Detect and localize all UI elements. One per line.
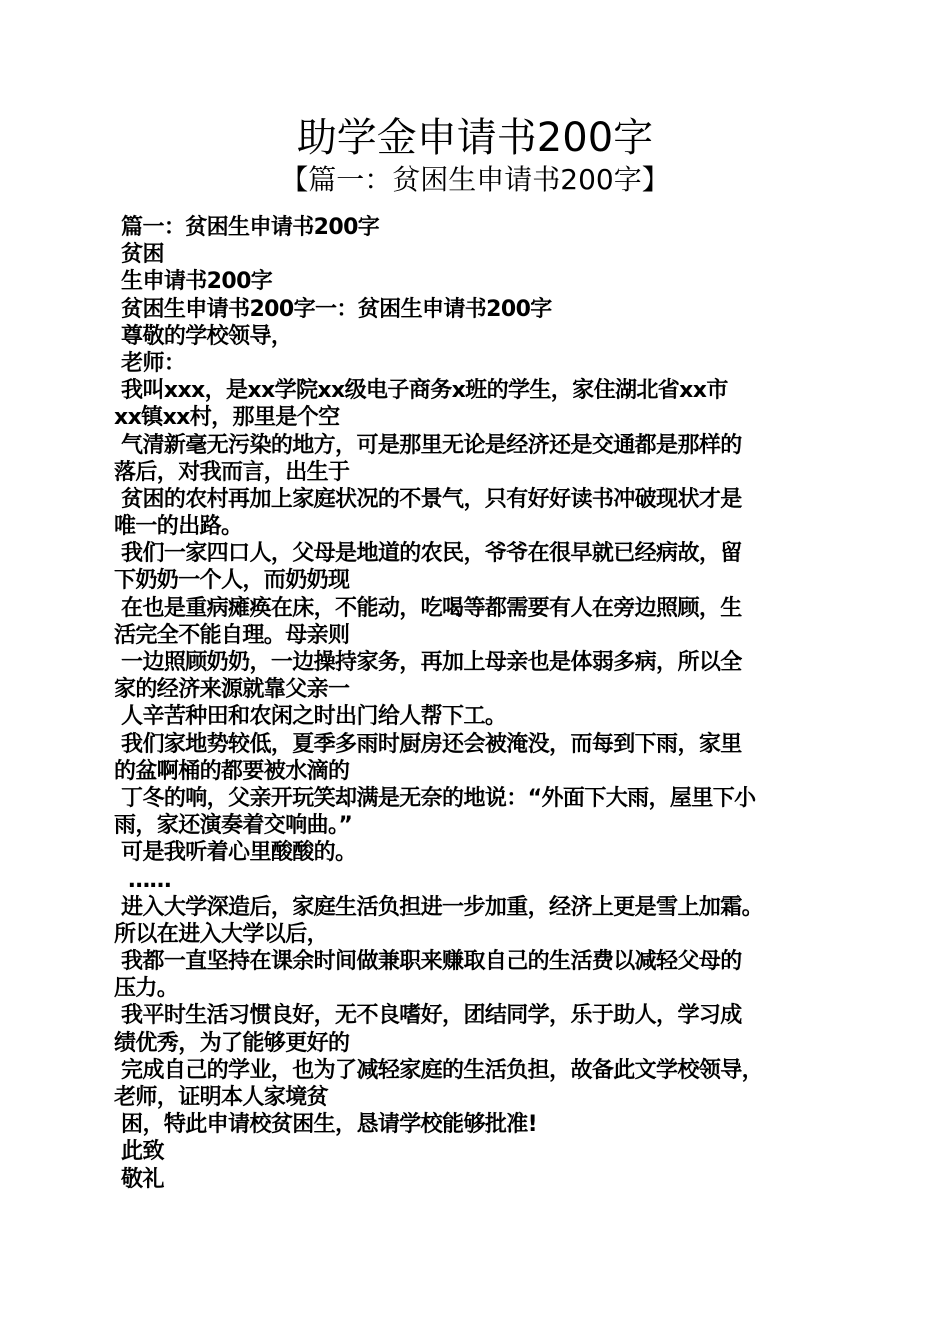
- body-line: 所以在进入大学以后，: [114, 921, 329, 947]
- body-line: xx镇xx村，那里是个空: [114, 405, 340, 431]
- body-line: 一边照顾奶奶，一边操持家务，再加上母亲也是体弱多病，所以全: [114, 650, 742, 675]
- body-line: 尊敬的学校领导，: [114, 323, 293, 349]
- body-line: 落后，对我而言，出生于: [114, 459, 350, 485]
- body-line: 生申请书200字: [114, 269, 273, 295]
- document-body: [114, 214, 832, 1193]
- body-line: 可是我听着心里酸酸的。: [114, 840, 357, 866]
- body-line: 雨，家还演奏着交响曲。”: [114, 813, 353, 839]
- body-line: 此致: [114, 1139, 164, 1165]
- body-line: 在也是重病瘫痪在床，不能动，吃喝等都需要有人在旁边照顾，生: [114, 595, 742, 621]
- body-line: 老师：: [114, 350, 186, 376]
- body-line: 我都一直坚持在课余时间做兼职来赚取自己的生活费以减轻父母的: [114, 949, 742, 975]
- body-line: 绩优秀，为了能够更好的: [114, 1030, 350, 1056]
- body-line: 下奶奶一个人，而奶奶现: [114, 568, 350, 594]
- body-line: 敬礼: [114, 1166, 164, 1192]
- body-line: 压力。: [114, 976, 179, 1002]
- body-line: 气清新毫无污染的地方，可是那里无论是经济还是交通都是那样的: [114, 432, 742, 458]
- body-line: 我平时生活习惯良好，无不良嗜好，团结同学，乐于助人，学习成: [114, 1003, 742, 1029]
- body-line: ……: [114, 867, 171, 893]
- body-line: 贫困的农村再加上家庭状况的不景气，只有好好读书冲破现状才是: [114, 486, 742, 512]
- body-line: 唯一的出路。: [114, 514, 243, 540]
- body-line: 我叫xxx，是xx学院xx级电子商务x班的学生，家住湖北省xx市: [114, 378, 728, 404]
- body-line: 家的经济来源就靠父亲一: [114, 677, 350, 703]
- body-line: 老师，证明本人家境贫: [114, 1085, 329, 1110]
- body-line: 贫困生申请书200字一：贫困生申请书200字: [114, 296, 552, 322]
- body-line: 丁冬的响，父亲开玩笑却满是无奈的地说：“外面下大雨，屋里下小: [114, 785, 756, 811]
- body-line: 贫困: [114, 242, 164, 268]
- body-line: 我们一家四口人，父母是地道的农民，爷爷在很早就已经病故，留: [114, 541, 742, 567]
- document-subtitle: 【篇一：贫困生申请书200字】: [280, 163, 670, 196]
- body-line: 篇一：贫困生申请书200字: [114, 215, 380, 240]
- body-line: 人辛苦种田和农闲之时出门给人帮下工。: [114, 704, 507, 730]
- document-title: 助学金申请书200字: [296, 115, 654, 161]
- body-line: 活完全不能自理。母亲则: [114, 622, 350, 648]
- body-line: 的盆啊桶的都要被水滴的: [114, 758, 350, 784]
- body-line: 进入大学深造后，家庭生活负担进一步加重，经济上更是雪上加霜。: [114, 894, 764, 920]
- body-line: 我们家地势较低，夏季多雨时厨房还会被淹没，而每到下雨，家里: [114, 731, 742, 757]
- body-line: 完成自己的学业，也为了减轻家庭的生活负担，故备此文学校领导，: [114, 1057, 764, 1083]
- body-line: 困，特此申请校贫困生，恳请学校能够批准!: [114, 1112, 538, 1138]
